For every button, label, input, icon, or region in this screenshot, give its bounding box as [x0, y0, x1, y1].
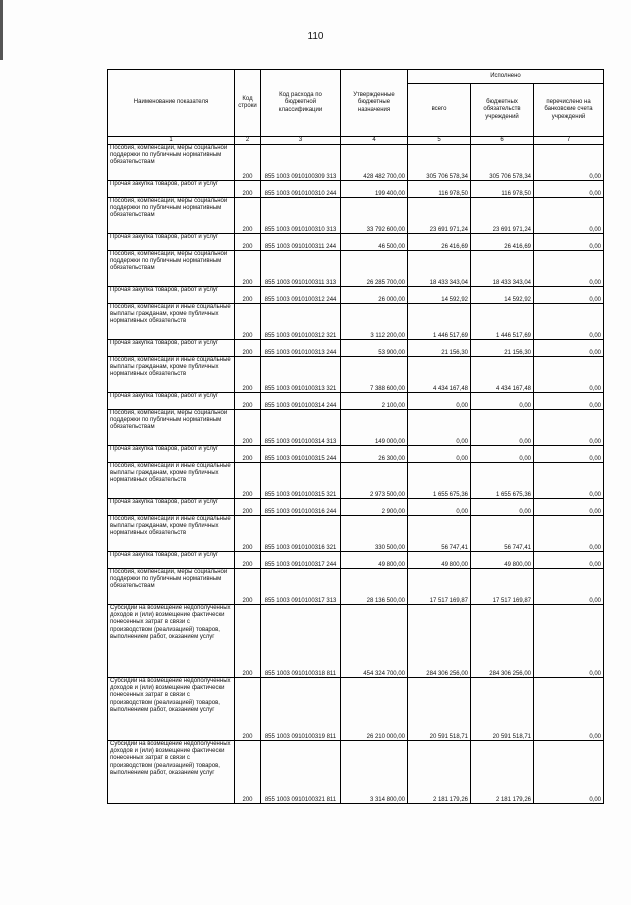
approved-amount-cell: 330 500,00	[341, 516, 408, 552]
executed-total-cell: 17 517 169,87	[408, 569, 471, 605]
transferred-amount-cell: 0,00	[534, 605, 604, 678]
budget-code-cell: 855 1003 0910100314 244	[261, 393, 341, 410]
transferred-amount-cell: 0,00	[534, 741, 604, 804]
executed-total-cell: 1 446 517,69	[408, 304, 471, 340]
header-transferred: перечислено на банковские счета учреждений	[534, 84, 604, 137]
indicator-name-cell: Пособия, компенсации, меры социальной поддержки по публичным нормативным обязательствам	[108, 569, 235, 605]
line-code-cell: 200	[235, 287, 261, 304]
transferred-amount-cell: 0,00	[534, 145, 604, 181]
approved-amount-cell: 199 400,00	[341, 181, 408, 198]
executed-total-cell: 18 433 343,04	[408, 251, 471, 287]
budget-code-cell: 855 1003 0910100310 244	[261, 181, 341, 198]
budget-obligations-cell: 17 517 169,87	[471, 569, 534, 605]
budget-code-cell: 855 1003 0910100309 313	[261, 145, 341, 181]
report-table	[107, 69, 604, 804]
indicator-name-cell: Прочая закупка товаров, работ и услуг	[108, 287, 235, 304]
budget-code-cell: 855 1003 0910100315 244	[261, 446, 341, 463]
column-number: 2	[235, 137, 261, 145]
budget-obligations-cell: 116 978,50	[471, 181, 534, 198]
budget-code-cell: 855 1003 0910100313 321	[261, 357, 341, 393]
transferred-amount-cell: 0,00	[534, 552, 604, 569]
header-budget-obligations: бюджетных обязательств учреждений	[471, 84, 534, 137]
transferred-amount-cell: 0,00	[534, 234, 604, 251]
approved-amount-cell: 2 100,00	[341, 393, 408, 410]
approved-amount-cell: 149 000,00	[341, 410, 408, 446]
executed-total-cell: 1 655 675,36	[408, 463, 471, 499]
header-line-code: Код строки	[235, 70, 261, 137]
indicator-name-cell: Пособия, компенсации и иные социальные выплаты гражданам, кроме публичных нормативных обязательств	[108, 304, 235, 340]
budget-obligations-cell: 23 691 971,24	[471, 198, 534, 234]
approved-amount-cell: 2 900,00	[341, 499, 408, 516]
budget-code-cell: 855 1003 0910100314 313	[261, 410, 341, 446]
line-code-cell: 200	[235, 569, 261, 605]
column-number: 6	[471, 137, 534, 145]
line-code-cell: 200	[235, 605, 261, 678]
executed-total-cell: 0,00	[408, 446, 471, 463]
header-executed: Исполнено	[408, 70, 604, 84]
scan-edge-mark	[0, 0, 3, 60]
transferred-amount-cell: 0,00	[534, 340, 604, 357]
column-number: 3	[261, 137, 341, 145]
executed-total-cell: 14 592,92	[408, 287, 471, 304]
header-approved: Утвержденные бюджетные назначения	[341, 70, 408, 137]
budget-obligations-cell: 284 306 256,00	[471, 605, 534, 678]
budget-code-cell: 855 1003 0910100315 321	[261, 463, 341, 499]
line-code-cell: 200	[235, 181, 261, 198]
budget-obligations-cell: 21 156,30	[471, 340, 534, 357]
transferred-amount-cell: 0,00	[534, 499, 604, 516]
budget-obligations-cell: 26 416,69	[471, 234, 534, 251]
indicator-name-cell: Прочая закупка товаров, работ и услуг	[108, 340, 235, 357]
indicator-name-cell: Прочая закупка товаров, работ и услуг	[108, 234, 235, 251]
approved-amount-cell: 454 324 700,00	[341, 605, 408, 678]
transferred-amount-cell: 0,00	[534, 678, 604, 741]
line-code-cell: 200	[235, 463, 261, 499]
transferred-amount-cell: 0,00	[534, 463, 604, 499]
budget-code-cell: 855 1003 0910100317 244	[261, 552, 341, 569]
table-row	[108, 145, 604, 181]
line-code-cell: 200	[235, 446, 261, 463]
transferred-amount-cell: 0,00	[534, 516, 604, 552]
table-row	[108, 499, 604, 516]
approved-amount-cell: 428 482 700,00	[341, 145, 408, 181]
budget-obligations-cell: 49 800,00	[471, 552, 534, 569]
budget-obligations-cell: 1 655 675,36	[471, 463, 534, 499]
transferred-amount-cell: 0,00	[534, 357, 604, 393]
column-number: 5	[408, 137, 471, 145]
approved-amount-cell: 2 973 500,00	[341, 463, 408, 499]
column-numbers-row	[108, 137, 604, 145]
approved-amount-cell: 3 112 200,00	[341, 304, 408, 340]
table-row	[108, 552, 604, 569]
header-total: всего	[408, 84, 471, 137]
budget-code-cell: 855 1003 0910100311 313	[261, 251, 341, 287]
indicator-name-cell: Прочая закупка товаров, работ и услуг	[108, 552, 235, 569]
table-row	[108, 393, 604, 410]
executed-total-cell: 56 747,41	[408, 516, 471, 552]
transferred-amount-cell: 0,00	[534, 198, 604, 234]
transferred-amount-cell: 0,00	[534, 410, 604, 446]
table-row	[108, 181, 604, 198]
budget-obligations-cell: 14 592,92	[471, 287, 534, 304]
budget-obligations-cell: 305 706 578,34	[471, 145, 534, 181]
executed-total-cell: 23 691 971,24	[408, 198, 471, 234]
line-code-cell: 200	[235, 516, 261, 552]
table-row	[108, 357, 604, 393]
budget-code-cell: 855 1003 0910100312 321	[261, 304, 341, 340]
line-code-cell: 200	[235, 251, 261, 287]
budget-obligations-cell: 20 591 518,71	[471, 678, 534, 741]
budget-code-cell: 855 1003 0910100316 244	[261, 499, 341, 516]
table-row	[108, 678, 604, 741]
line-code-cell: 200	[235, 499, 261, 516]
executed-total-cell: 0,00	[408, 410, 471, 446]
indicator-name-cell: Пособия, компенсации и иные социальные выплаты гражданам, кроме публичных нормативных обязательств	[108, 463, 235, 499]
approved-amount-cell: 49 800,00	[341, 552, 408, 569]
indicator-name-cell: Пособия, компенсации, меры социальной поддержки по публичным нормативным обязательствам	[108, 145, 235, 181]
executed-total-cell: 284 306 256,00	[408, 605, 471, 678]
line-code-cell: 200	[235, 678, 261, 741]
page-number: 110	[307, 31, 324, 42]
budget-code-cell: 855 1003 0910100319 811	[261, 678, 341, 741]
header-budget-code: Код расхода по бюджетной классификации	[261, 70, 341, 137]
budget-obligations-cell: 4 434 167,48	[471, 357, 534, 393]
executed-total-cell: 2 181 179,26	[408, 741, 471, 804]
transferred-amount-cell: 0,00	[534, 446, 604, 463]
table-row	[108, 463, 604, 499]
table-row	[108, 198, 604, 234]
line-code-cell: 200	[235, 304, 261, 340]
header-name: Наименование показателя	[108, 70, 235, 137]
approved-amount-cell: 46 500,00	[341, 234, 408, 251]
approved-amount-cell: 26 285 700,00	[341, 251, 408, 287]
executed-total-cell: 116 978,50	[408, 181, 471, 198]
executed-total-cell: 4 434 167,48	[408, 357, 471, 393]
indicator-name-cell: Пособия, компенсации, меры социальной поддержки по публичным нормативным обязательствам	[108, 198, 235, 234]
executed-total-cell: 0,00	[408, 393, 471, 410]
indicator-name-cell: Пособия, компенсации, меры социальной поддержки по публичным нормативным обязательствам	[108, 251, 235, 287]
executed-total-cell: 26 416,69	[408, 234, 471, 251]
transferred-amount-cell: 0,00	[534, 304, 604, 340]
budget-code-cell: 855 1003 0910100321 811	[261, 741, 341, 804]
column-number: 4	[341, 137, 408, 145]
approved-amount-cell: 26 300,00	[341, 446, 408, 463]
budget-obligations-cell: 1 446 517,69	[471, 304, 534, 340]
executed-total-cell: 0,00	[408, 499, 471, 516]
approved-amount-cell: 28 136 500,00	[341, 569, 408, 605]
column-number: 7	[534, 137, 604, 145]
budget-obligations-cell: 56 747,41	[471, 516, 534, 552]
indicator-name-cell: Прочая закупка товаров, работ и услуг	[108, 181, 235, 198]
column-number: 1	[108, 137, 235, 145]
transferred-amount-cell: 0,00	[534, 181, 604, 198]
indicator-name-cell: Субсидии на возмещение недополученных доходов и (или) возмещение фактически понесенных затрат в связи с производством (реализацией) товаров, выполнением работ, оказанием услуг	[108, 741, 235, 804]
table-row	[108, 234, 604, 251]
transferred-amount-cell: 0,00	[534, 393, 604, 410]
line-code-cell: 200	[235, 393, 261, 410]
line-code-cell: 200	[235, 410, 261, 446]
transferred-amount-cell: 0,00	[534, 251, 604, 287]
indicator-name-cell: Прочая закупка товаров, работ и услуг	[108, 446, 235, 463]
executed-total-cell: 21 156,30	[408, 340, 471, 357]
indicator-name-cell: Пособия, компенсации и иные социальные выплаты гражданам, кроме публичных нормативных обязательств	[108, 357, 235, 393]
line-code-cell: 200	[235, 741, 261, 804]
line-code-cell: 200	[235, 234, 261, 251]
table-row	[108, 410, 604, 446]
approved-amount-cell: 7 388 600,00	[341, 357, 408, 393]
budget-obligations-cell: 0,00	[471, 446, 534, 463]
executed-total-cell: 49 800,00	[408, 552, 471, 569]
approved-amount-cell: 26 210 000,00	[341, 678, 408, 741]
budget-code-cell: 855 1003 0910100317 313	[261, 569, 341, 605]
approved-amount-cell: 33 792 600,00	[341, 198, 408, 234]
indicator-name-cell: Субсидии на возмещение недополученных доходов и (или) возмещение фактически понесенных затрат в связи с производством (реализацией) товаров, выполнением работ, оказанием услуг	[108, 678, 235, 741]
indicator-name-cell: Прочая закупка товаров, работ и услуг	[108, 393, 235, 410]
budget-code-cell: 855 1003 0910100310 313	[261, 198, 341, 234]
transferred-amount-cell: 0,00	[534, 287, 604, 304]
indicator-name-cell: Пособия, компенсации, меры социальной поддержки по публичным нормативным обязательствам	[108, 410, 235, 446]
table-row	[108, 446, 604, 463]
indicator-name-cell: Субсидии на возмещение недополученных доходов и (или) возмещение фактически понесенных затрат в связи с производством (реализацией) товаров, выполнением работ, оказанием услуг	[108, 605, 235, 678]
line-code-cell: 200	[235, 357, 261, 393]
line-code-cell: 200	[235, 340, 261, 357]
table-row	[108, 569, 604, 605]
table-row	[108, 287, 604, 304]
table-row	[108, 304, 604, 340]
approved-amount-cell: 26 000,00	[341, 287, 408, 304]
indicator-name-cell: Пособия, компенсации и иные социальные выплаты гражданам, кроме публичных нормативных обязательств	[108, 516, 235, 552]
budget-obligations-cell: 0,00	[471, 410, 534, 446]
executed-total-cell: 20 591 518,71	[408, 678, 471, 741]
table-row	[108, 605, 604, 678]
budget-obligations-cell: 0,00	[471, 499, 534, 516]
line-code-cell: 200	[235, 145, 261, 181]
budget-code-cell: 855 1003 0910100311 244	[261, 234, 341, 251]
line-code-cell: 200	[235, 198, 261, 234]
budget-code-cell: 855 1003 0910100316 321	[261, 516, 341, 552]
indicator-name-cell: Прочая закупка товаров, работ и услуг	[108, 499, 235, 516]
budget-code-cell: 855 1003 0910100312 244	[261, 287, 341, 304]
budget-obligations-cell: 0,00	[471, 393, 534, 410]
budget-code-cell: 855 1003 0910100318 811	[261, 605, 341, 678]
line-code-cell: 200	[235, 552, 261, 569]
budget-obligations-cell: 2 181 179,26	[471, 741, 534, 804]
budget-code-cell: 855 1003 0910100313 244	[261, 340, 341, 357]
approved-amount-cell: 3 314 800,00	[341, 741, 408, 804]
budget-obligations-cell: 18 433 343,04	[471, 251, 534, 287]
approved-amount-cell: 53 900,00	[341, 340, 408, 357]
transferred-amount-cell: 0,00	[534, 569, 604, 605]
executed-total-cell: 305 706 578,34	[408, 145, 471, 181]
table-row	[108, 741, 604, 804]
table-row	[108, 516, 604, 552]
table-row	[108, 251, 604, 287]
table-row	[108, 340, 604, 357]
